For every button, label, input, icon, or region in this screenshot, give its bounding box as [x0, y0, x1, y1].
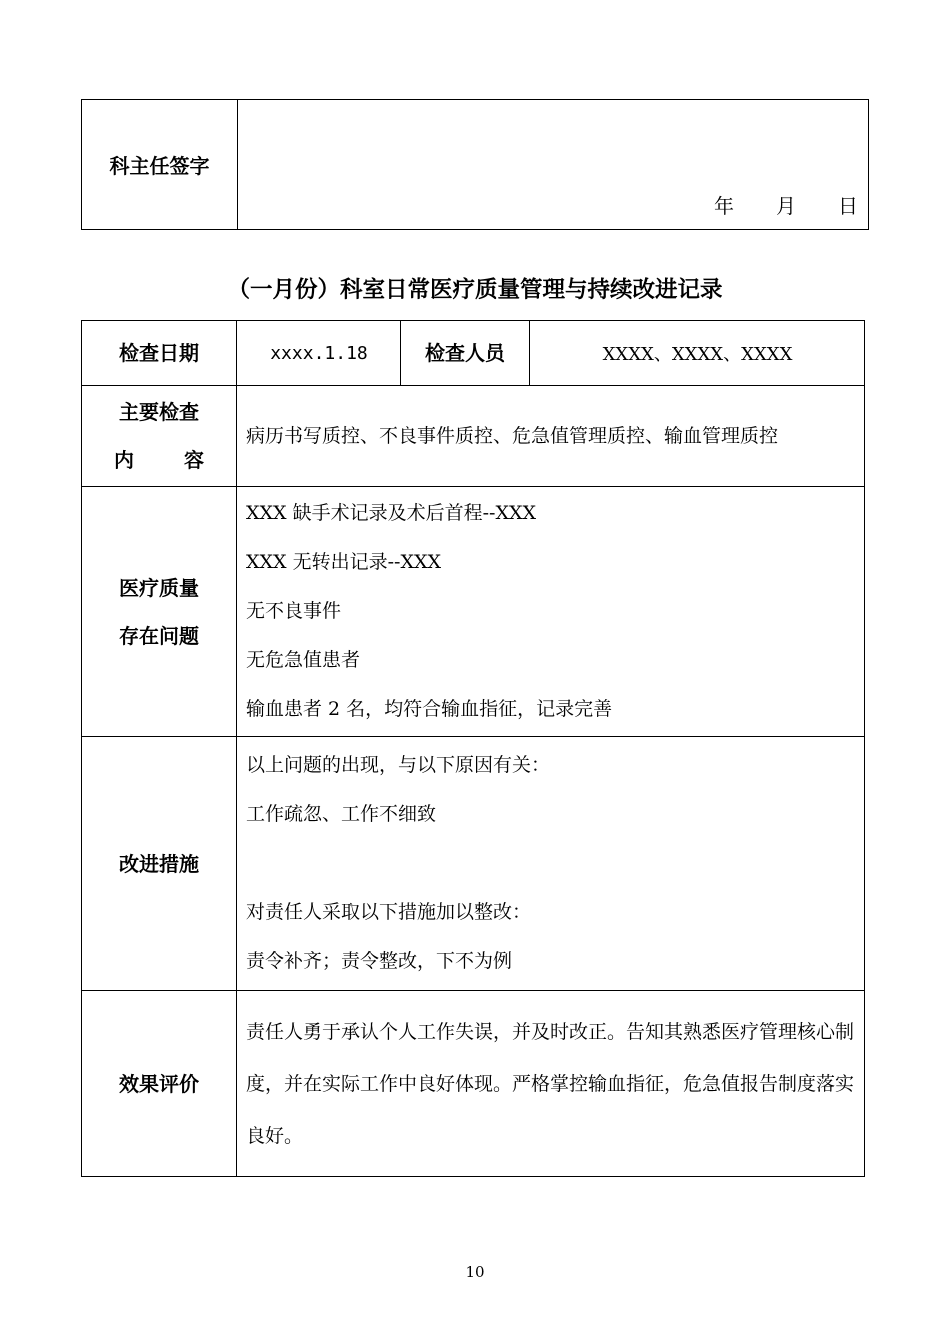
- content-label-char-2: 容: [184, 448, 204, 472]
- list-item: XXX 缺手术记录及术后首程--XXX: [246, 502, 537, 524]
- issues-label: [82, 487, 237, 737]
- issues-list: [237, 487, 865, 737]
- date-value: xxxx.1.18: [237, 321, 401, 386]
- list-item: 输血患者 2 名，均符合输血指征，记录完善: [246, 698, 613, 720]
- content-text: 病历书写质控、不良事件质控、危急值管理质控、输血管理质控: [246, 424, 779, 447]
- page-title: （一月份）科室日常医疗质量管理与持续改进记录: [227, 277, 723, 303]
- quality-record-table: [81, 320, 865, 1177]
- signature-date: [714, 190, 858, 219]
- year-label: 年: [714, 194, 734, 218]
- inspector-value: XXXX、XXXX、XXXX: [530, 321, 865, 386]
- page-number: 10: [465, 1263, 485, 1281]
- effect-label: 效果评价: [82, 991, 237, 1177]
- month-label: 月: [776, 194, 796, 218]
- content-value: [237, 386, 865, 487]
- list-item: 工作疏忽、工作不细致: [246, 803, 437, 825]
- measures-list: [237, 737, 865, 991]
- inspector-label: 检查人员: [401, 321, 530, 386]
- list-item: 责令补齐；责令整改，下不为例: [246, 950, 513, 972]
- effect-text: 责任人勇于承认个人工作失误，并及时改正。告知其熟悉医疗管理核心制度，并在实际工作中良好体现。严格掌控输血指征，危急值报告制度落实良好。: [246, 1020, 855, 1147]
- signature-table: [81, 99, 869, 230]
- content-label-line-2: [114, 436, 204, 484]
- list-item: 无不良事件: [246, 600, 342, 622]
- signature-field[interactable]: [238, 100, 869, 230]
- list-item-blank: [246, 839, 856, 888]
- content-label-char-1: 内: [114, 448, 134, 472]
- measures-label: 改进措施: [82, 737, 237, 991]
- list-item: XXX 无转出记录--XXX: [246, 551, 442, 573]
- day-label: 日: [838, 194, 858, 218]
- list-item: 对责任人采取以下措施加以整改：: [246, 901, 532, 923]
- issues-label-line-1: 医疗质量: [119, 575, 199, 600]
- date-label: 检查日期: [82, 321, 237, 386]
- signature-label: 科主任签字: [82, 100, 238, 230]
- content-label-line-1: 主要检查: [119, 400, 199, 424]
- list-item: 无危急值患者: [246, 649, 361, 671]
- issues-label-line-2: 存在问题: [119, 623, 199, 648]
- list-item: 以上问题的出现，与以下原因有关：: [246, 754, 551, 776]
- effect-value: [237, 991, 865, 1177]
- content-label: [82, 386, 237, 487]
